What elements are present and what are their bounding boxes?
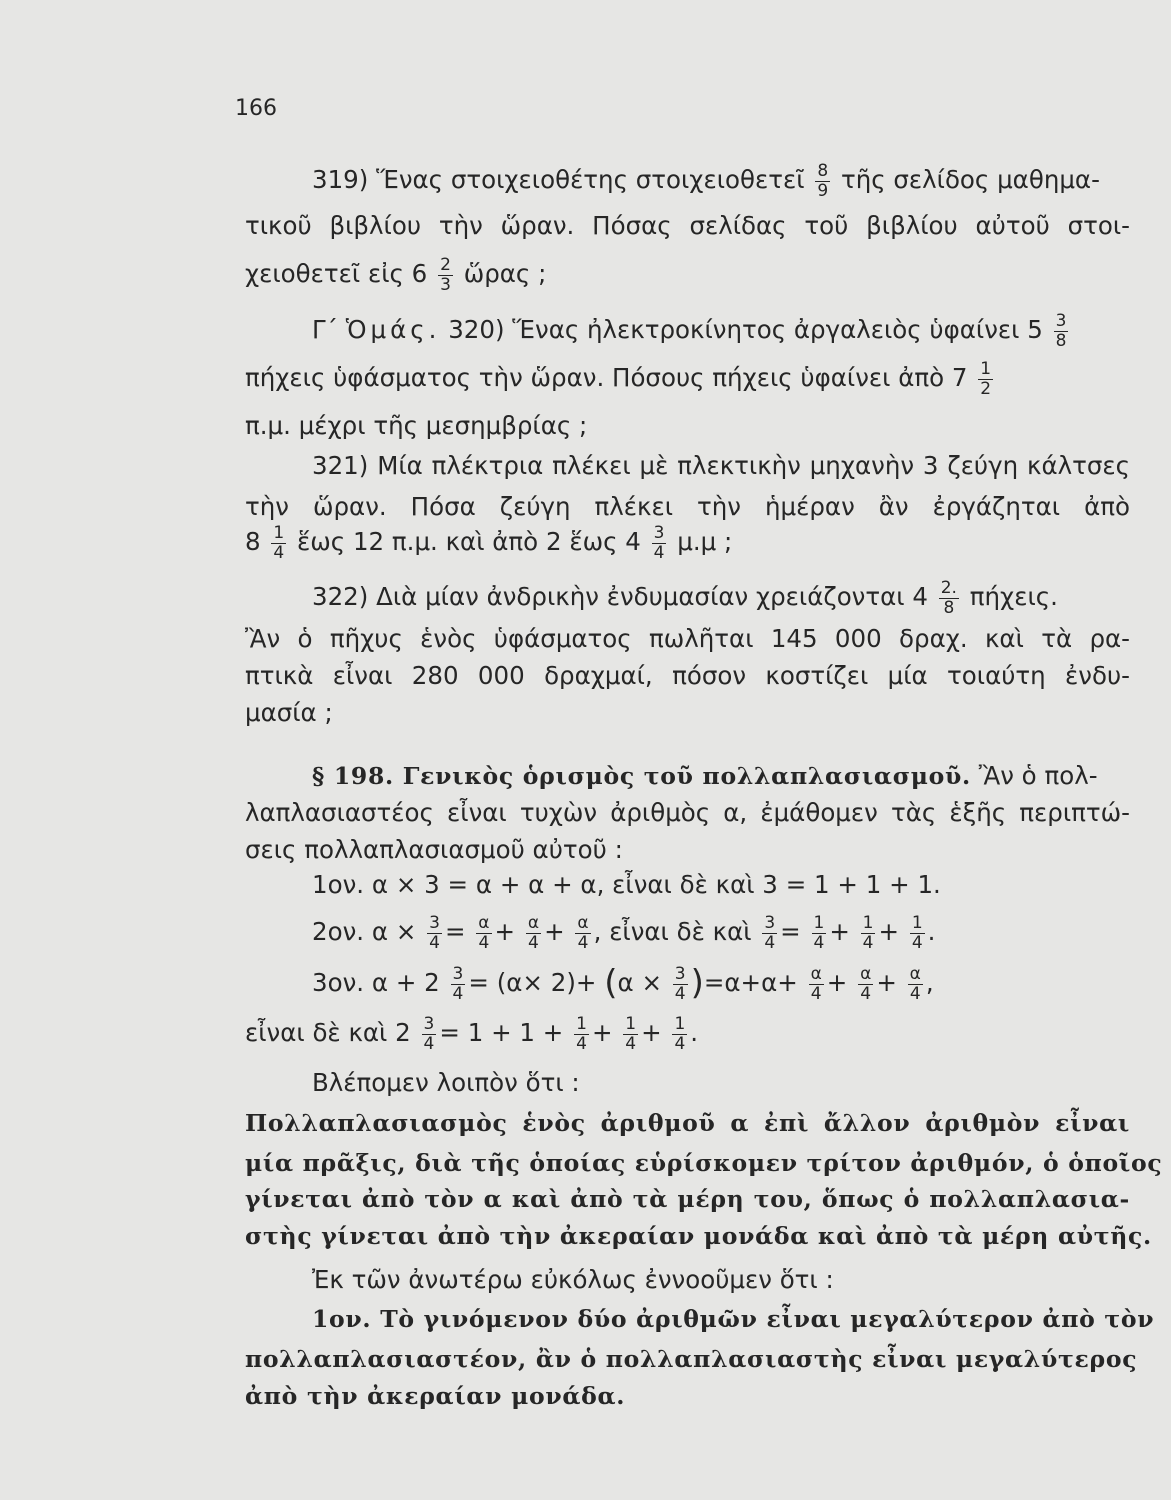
- fraction: [526, 914, 541, 953]
- fraction: [623, 1015, 638, 1054]
- section-heading: § 198. Γενικὸς ὁρισμὸς τοῦ πολλαπλασιασμοῦ.: [312, 762, 971, 790]
- math-token: πήχεις ὑφάσματος τὴν ὥραν. Πόσους πήχεις ὑφαίνει ἀπὸ 7: [245, 363, 968, 392]
- exercise-320-line-3: π.μ. μέχρι τῆς μεσημβρίας ;: [245, 411, 588, 440]
- fraction-part: 4: [909, 983, 921, 1004]
- math-token: +: [878, 917, 900, 946]
- math-token: +: [641, 1018, 662, 1047]
- fraction-part: 3: [423, 1013, 435, 1034]
- fraction-part: 3: [764, 912, 776, 933]
- fraction-2-3: [438, 256, 453, 295]
- fraction-part: 4: [653, 542, 665, 563]
- fraction-part: 3: [440, 274, 451, 295]
- math-token: εἶναι δὲ καὶ 2: [245, 1018, 411, 1047]
- math-token: 1: [814, 870, 830, 899]
- exercise-322-line-1: [312, 577, 1130, 617]
- math-token: =: [447, 870, 469, 899]
- math-token: ×: [641, 968, 662, 997]
- math-token: ): [690, 963, 704, 1003]
- math-token: +: [591, 1018, 613, 1047]
- fraction-part: 4: [625, 1033, 637, 1054]
- exercise-322-line-3: πτικὰ εἶναι 280 000 δραχμαί, πόσον κοστίζει μία τοιαύτη ἐνδυ-: [245, 661, 1130, 690]
- fraction-part: 4: [810, 983, 822, 1004]
- math-token: μ.μ ;: [677, 527, 733, 556]
- fraction-part: 1: [625, 1013, 637, 1034]
- fraction-part: 2: [440, 254, 451, 275]
- fraction-part: α: [478, 912, 490, 933]
- fraction-part: 4: [423, 1033, 435, 1054]
- definition-line-1: Πολλαπλασιασμὸς ἑνὸς ἀριθμοῦ α ἐπὶ ἄλλον ἀριθμὸν εἶναι: [245, 1109, 1130, 1137]
- math-token: ×: [395, 917, 417, 946]
- math-token: =: [468, 968, 489, 997]
- page-number: 166: [235, 96, 277, 121]
- math-token: 3: [424, 870, 440, 899]
- fraction: [812, 914, 827, 953]
- consequence-line-1: 1ον. Τὸ γινόμενον δύο ἀριθμῶν εἶναι μεγαλύτερον ἀπὸ τὸν: [312, 1305, 1155, 1333]
- fraction-part: 4: [429, 932, 440, 953]
- fraction-part: 4: [577, 932, 589, 953]
- fraction: [809, 965, 824, 1004]
- exercise-320-line-1: [312, 310, 1130, 350]
- fraction-part: 1: [862, 912, 874, 933]
- fraction-1-2: [978, 360, 993, 399]
- fraction-part: α: [860, 963, 872, 984]
- fraction-part: 8: [943, 597, 955, 618]
- fraction-8-9: [815, 162, 830, 201]
- exercise-320-line-2: [245, 358, 1130, 398]
- math-token: ὥρας ;: [463, 259, 547, 288]
- fraction-2-8: [939, 579, 959, 618]
- group-label: Γ΄: [312, 315, 338, 344]
- fraction-part: 4: [674, 1033, 686, 1054]
- fraction: [908, 965, 923, 1004]
- math-token: +: [837, 870, 858, 899]
- section-198-line-1: [312, 756, 1130, 796]
- math-token: +: [542, 1018, 564, 1047]
- math-token: +: [777, 968, 798, 997]
- fraction-part: 4: [813, 932, 825, 953]
- math-token: (: [604, 963, 618, 1003]
- math-token: α: [617, 968, 634, 997]
- fraction-part: α: [810, 963, 822, 984]
- fraction-part: 3: [1055, 310, 1067, 331]
- consequence-line-2: πολλαπλασιαστέον, ἂν ὁ πολλαπλασιαστὴς εἶναι μεγαλύτερος: [245, 1345, 1138, 1373]
- exercise-322-line-4: μασία ;: [245, 698, 333, 727]
- fraction-part: α: [577, 912, 589, 933]
- fraction: [673, 965, 688, 1004]
- math-token: 320) Ἕνας ἠλεκτροκίνητος ἀργαλειὸς ὑφαίνει 5: [448, 315, 1043, 344]
- conclusion-intro: Βλέπομεν λοιπὸν ὅτι :: [312, 1068, 580, 1097]
- group-title: Ὁμάς.: [345, 315, 441, 344]
- equation-3: 3ον. α + 2 $\frac{3}{4}$ = (α× 2)+ (α × $\frac{3}{4}$ )=α+α+ $\frac{\alpha}{4}$ + $\frac{\alpha}{4}$ + $\frac{\alpha}{4}$ ,: [312, 963, 934, 1004]
- fraction-part: 4: [764, 932, 776, 953]
- math-token: 1: [467, 1018, 484, 1047]
- fraction: [858, 965, 873, 1004]
- math-token: τῆς σελίδος μαθημα-: [840, 165, 1100, 194]
- fraction-part: 4: [911, 932, 923, 953]
- math-token: +: [395, 968, 417, 997]
- fraction: [476, 914, 491, 953]
- math-token: (α: [496, 968, 523, 997]
- math-token: +: [544, 917, 565, 946]
- fraction-part: 3: [653, 522, 665, 543]
- equation-1: [312, 865, 1130, 905]
- fraction-part: 4: [478, 932, 490, 953]
- math-token: α: [371, 870, 389, 899]
- math-token: 1: [865, 870, 882, 899]
- exercise-321-line-1: 321) Μία πλέκτρια πλέκει μὲ πλεκτικὴν μηχανὴν 3 ζεύγη κάλτσες: [312, 451, 1130, 480]
- math-token: χειοθετεῖ εἰς 6: [245, 259, 428, 288]
- math-token: ×: [522, 968, 543, 997]
- equation-2: 2ον. α × $\frac{3}{4}$ = $\frac{\alpha}{4}$ + $\frac{\alpha}{4}$ + $\frac{\alpha}{4}$ , εἶναι δὲ καὶ $\frac{3}{4}$ = $\frac{1}{4}$ + $\frac{1}{4}$ + $\frac{1}{4}$ .: [312, 912, 936, 953]
- equation-4: εἶναι δὲ καὶ 2 $\frac{3}{4}$ = 1 + 1 + $\frac{1}{4}$ + $\frac{1}{4}$ + $\frac{1}{4}$ .: [245, 1013, 699, 1054]
- fraction: [762, 914, 777, 953]
- math-token: ×: [395, 870, 417, 899]
- exercise-319-line-2: τικοῦ βιβλίου τὴν ὥραν. Πόσας σελίδας τοῦ βιβλίου αὐτοῦ στοι-: [245, 211, 1130, 240]
- math-token: α: [371, 968, 389, 997]
- fraction: [574, 1015, 589, 1054]
- fraction-part: 4: [674, 983, 686, 1004]
- math-token: =: [439, 1018, 460, 1047]
- math-token: +: [876, 968, 897, 997]
- fraction: [672, 1015, 687, 1054]
- section-198-line-2: λαπλασιαστέος εἶναι τυχὼν ἀριθμὸς α, ἐμάθομεν τὰς ἑξῆς περιπτώ-: [245, 798, 1130, 827]
- math-token: πήχεις.: [969, 582, 1058, 611]
- math-token: 3ον.: [312, 968, 365, 997]
- exercise-319-line-3: [245, 254, 1130, 294]
- math-token: 1.: [917, 870, 941, 899]
- fraction-part: 1: [911, 912, 923, 933]
- math-token: 2ον.: [312, 917, 365, 946]
- math-token: εἶναι δὲ καὶ 3: [612, 870, 778, 899]
- fraction-part: 2: [980, 378, 992, 399]
- math-token: 319) Ἕνας στοιχειοθέτης στοιχειοθετεῖ: [312, 165, 805, 194]
- math-token: Ἂν ὁ πολ-: [978, 761, 1098, 790]
- math-token: 8: [245, 527, 261, 556]
- fraction-part: 1: [273, 522, 285, 543]
- fraction-part: 4: [452, 983, 464, 1004]
- math-token: +: [499, 870, 521, 899]
- math-token: +: [889, 870, 910, 899]
- math-token: 1: [519, 1018, 535, 1047]
- fraction-part: 4: [528, 932, 539, 953]
- math-token: α: [528, 870, 545, 899]
- definition-line-4: στὴς γίνεται ἀπὸ τὴν ἀκεραίαν μονάδα καὶ ἀπὸ τὰ μέρη αὐτῆς.: [245, 1222, 1152, 1250]
- fraction-part: 1: [576, 1013, 587, 1034]
- math-token: α,: [580, 870, 605, 899]
- math-token: α: [761, 968, 778, 997]
- exercise-322-line-2: Ἂν ὁ πῆχυς ἑνὸς ὑφάσματος πωλῆται 145 000 δραχ. καὶ τὰ ρα-: [245, 624, 1130, 653]
- fraction-part: 3: [452, 963, 464, 984]
- fraction-part: 1: [674, 1013, 686, 1034]
- exercise-319-line-1: [312, 160, 1130, 200]
- fraction-3-8: [1054, 312, 1069, 351]
- math-token: 1ον.: [312, 870, 365, 899]
- math-token: ἕως 12 π.μ. καὶ ἀπὸ 2 ἕως 4: [297, 527, 641, 556]
- exercise-321-line-2: τὴν ὥραν. Πόσα ζεύγη πλέκει τὴν ἡμέραν ἂν ἐργάζηται ἀπὸ: [245, 492, 1130, 521]
- math-token: εἶναι δὲ καὶ: [609, 917, 752, 946]
- math-token: α: [371, 917, 389, 946]
- definition-line-2: μία πρᾶξις, διὰ τῆς ὁποίας εὑρίσκομεν τρίτον ἀριθμόν, ὁ ὁποῖος: [245, 1149, 1163, 1177]
- fraction-part: 8: [1055, 330, 1067, 351]
- math-token: 322) Διὰ μίαν ἀνδρικὴν ἐνδυμασίαν χρειάζονται 4: [312, 582, 928, 611]
- fraction-part: 2.: [940, 577, 957, 598]
- math-token: +: [829, 917, 850, 946]
- math-token: =: [785, 870, 807, 899]
- fraction-part: 1: [813, 912, 825, 933]
- fraction-1-4: [271, 524, 286, 563]
- math-token: +: [491, 1018, 512, 1047]
- consequence-intro: Ἐκ τῶν ἀνωτέρω εὐκόλως ἐννοοῦμεν ὅτι :: [312, 1265, 834, 1294]
- fraction-part: 8: [817, 160, 829, 181]
- math-token: +: [552, 870, 573, 899]
- math-token: α: [724, 968, 741, 997]
- fraction: [451, 965, 466, 1004]
- fraction-part: 9: [817, 180, 829, 201]
- fraction: [910, 914, 925, 953]
- math-token: +: [494, 917, 516, 946]
- fraction-part: 4: [860, 983, 872, 1004]
- fraction-part: 3: [429, 912, 440, 933]
- exercise-321-line-3: [245, 522, 1130, 562]
- math-token: 2: [424, 968, 440, 997]
- math-token: +: [826, 968, 848, 997]
- fraction: [861, 914, 876, 953]
- math-token: +: [575, 968, 597, 997]
- fraction: [575, 914, 590, 953]
- fraction: [427, 914, 442, 953]
- fraction-part: α: [909, 963, 921, 984]
- fraction-3-4: [652, 524, 667, 563]
- fraction-part: 1: [980, 358, 992, 379]
- fraction: [422, 1015, 437, 1054]
- math-token: =: [444, 917, 466, 946]
- fraction-part: 4: [273, 542, 285, 563]
- math-token: +: [740, 968, 762, 997]
- fraction-part: α: [527, 912, 540, 933]
- math-token: =: [780, 917, 801, 946]
- definition-line-3: γίνεται ἀπὸ τὸν α καὶ ἀπὸ τὰ μέρη του, ὅπως ὁ πολλαπλασια-: [245, 1185, 1130, 1213]
- fraction-part: 3: [674, 963, 686, 984]
- math-token: =: [703, 968, 725, 997]
- math-token: α: [475, 870, 493, 899]
- fraction-part: 4: [576, 1033, 587, 1054]
- fraction-part: 4: [862, 932, 874, 953]
- section-198-line-3: σεις πολλαπλασιασμοῦ αὐτοῦ :: [245, 835, 623, 864]
- math-token: 2): [550, 968, 576, 997]
- consequence-line-3: ἀπὸ τὴν ἀκεραίαν μονάδα.: [245, 1382, 626, 1410]
